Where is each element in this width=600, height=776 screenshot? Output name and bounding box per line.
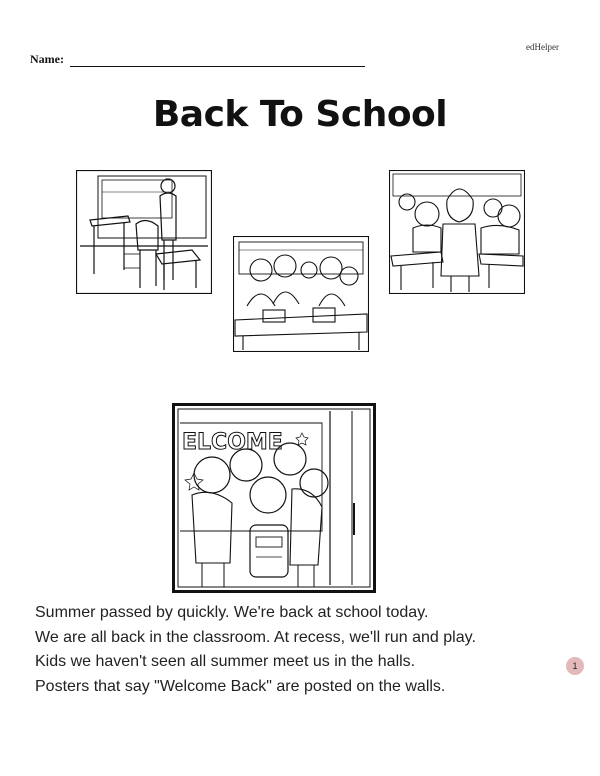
poem-text [35,601,476,699]
worksheet-title: Back To School [152,94,448,135]
name-label: Name: [30,52,64,66]
poem-line: Posters that say "Welcome Back" are posted on the walls. [35,677,446,695]
svg-text:ELCOME: ELCOME [182,430,283,455]
welcome-hallway-illustration [172,403,376,593]
poem-line: Kids we haven't seen all summer meet us in the halls. [35,653,416,670]
teacher-and-students-illustration [389,170,525,294]
brand-label: edHelper [526,42,559,52]
name-field-row [30,52,365,67]
poem-line: We are all back in the classroom. At recess, we'll run and play. [35,628,476,646]
name-blank-line[interactable] [70,54,365,67]
classroom-group-illustration [233,236,369,352]
empty-classroom-illustration [76,170,212,294]
poem-line: Summer passed by quickly. We're back at school today. [35,604,429,621]
page-number-badge: 1 [566,657,584,675]
